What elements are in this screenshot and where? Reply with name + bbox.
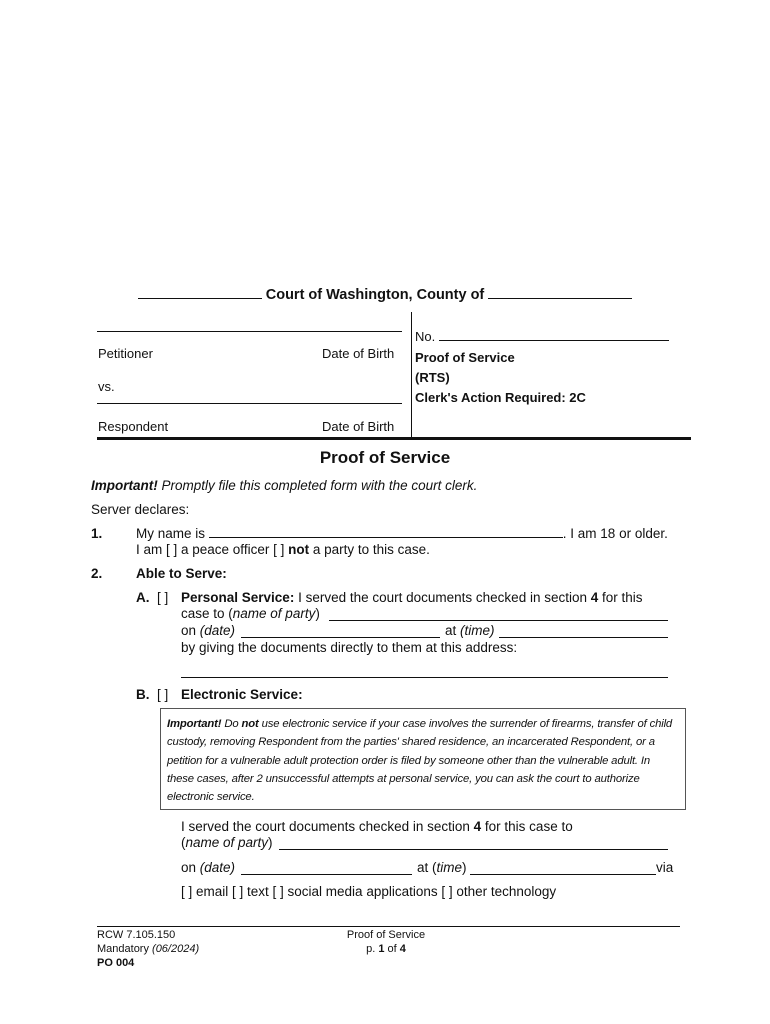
warning-not: not bbox=[241, 718, 259, 730]
service-address-field[interactable] bbox=[181, 664, 668, 678]
on-label: on bbox=[181, 623, 200, 638]
electronic-time-label: time bbox=[436, 860, 463, 875]
party-name-field[interactable] bbox=[329, 607, 668, 621]
option-a-date-label bbox=[181, 623, 235, 638]
electronic-service-label: Electronic Service: bbox=[181, 687, 303, 702]
section-2-number: 2. bbox=[91, 566, 103, 581]
footer-mandatory bbox=[97, 942, 199, 956]
court-heading bbox=[0, 287, 770, 303]
respondent-dob-label: Date of Birth bbox=[322, 419, 395, 434]
electronic-date-field[interactable] bbox=[241, 861, 412, 875]
electronic-name-of-party-label: name of party bbox=[185, 835, 269, 850]
section-1-line-1 bbox=[136, 526, 681, 541]
section-1-line-2 bbox=[136, 542, 430, 557]
respondent-label: Respondent bbox=[98, 419, 169, 434]
option-a-time-label bbox=[445, 623, 495, 638]
caption-doc-code: (RTS) bbox=[415, 370, 450, 385]
case-to-close: ) bbox=[315, 606, 320, 621]
warning-text-b: use electronic service if your case involves the surrender of firearms, transfer of child custody, removing Respondent from the parties' shared residence, an incarcerated Respondent, or a petition for a vulnerable adult protection order is filed by someone other than the vulnerable adult. In these cases, after 2 unsuccessful attempts at personal service, you can ask the court to authorize electronic service. bbox=[167, 718, 673, 804]
page-of: of bbox=[384, 943, 400, 955]
footer-form-number: PO 004 bbox=[97, 957, 135, 969]
name-label: My name is bbox=[136, 526, 206, 541]
case-no-blank[interactable] bbox=[439, 329, 669, 341]
page-total: 4 bbox=[399, 943, 406, 955]
vs-label: vs. bbox=[98, 379, 115, 394]
service-date-field[interactable] bbox=[241, 624, 440, 638]
petitioner-label: Petitioner bbox=[98, 346, 153, 361]
case-no-label: No. bbox=[415, 329, 436, 344]
footer-rcw: RCW 7.105.150 bbox=[97, 929, 176, 941]
footer-mandatory-date: (06/2024) bbox=[152, 943, 200, 955]
respondent-line[interactable] bbox=[97, 403, 402, 404]
personal-service-label: Personal Service: bbox=[181, 590, 295, 605]
electronic-date-label: (date) bbox=[199, 860, 236, 875]
page-title: Proof of Service bbox=[319, 448, 451, 467]
case-number bbox=[415, 329, 669, 344]
warning-important-label: Important! bbox=[167, 718, 222, 730]
option-a-address-label: by giving the documents directly to them at this address: bbox=[181, 640, 518, 655]
electronic-time-field[interactable] bbox=[470, 861, 656, 875]
petitioner-line[interactable] bbox=[97, 331, 402, 332]
personal-service-text-2: for this bbox=[598, 590, 643, 605]
electronic-served-text: I served the court documents checked in section bbox=[181, 819, 474, 834]
caption-bottom-rule bbox=[97, 437, 691, 440]
name-of-party-label: name of party bbox=[232, 606, 316, 621]
footer-title: Proof of Service bbox=[346, 929, 426, 941]
option-b-date-label bbox=[181, 860, 235, 875]
important-label: Important! bbox=[91, 478, 158, 493]
age-statement: . I am 18 or older. bbox=[562, 526, 668, 541]
time-label: (time) bbox=[460, 623, 495, 638]
service-time-field[interactable] bbox=[499, 624, 668, 638]
electronic-served-text-2: for this case to bbox=[481, 819, 573, 834]
not-emphasis: not bbox=[288, 542, 310, 557]
section-ref: 4 bbox=[590, 590, 599, 605]
paren-close: ) bbox=[268, 835, 273, 850]
server-declares: Server declares: bbox=[91, 502, 190, 517]
via-label: via bbox=[656, 860, 674, 875]
clerk-action: Clerk's Action Required: 2C bbox=[415, 390, 586, 405]
footer-mandatory-label: Mandatory bbox=[97, 943, 153, 955]
option-b-time-label bbox=[417, 860, 467, 875]
footer-left bbox=[97, 928, 199, 970]
option-b-line-1 bbox=[181, 819, 573, 834]
section-1-number: 1. bbox=[91, 526, 103, 541]
option-a-checkbox[interactable]: [ ] bbox=[157, 590, 169, 605]
option-b-line-2 bbox=[181, 835, 273, 850]
option-a-line-1 bbox=[181, 590, 643, 605]
option-b-checkbox[interactable]: [ ] bbox=[157, 687, 169, 702]
at-label: at bbox=[445, 623, 461, 638]
electronic-methods[interactable]: [ ] email [ ] text [ ] social media applications [ ] other technology bbox=[181, 884, 557, 899]
case-to-label: case to ( bbox=[181, 606, 233, 621]
important-notice bbox=[91, 478, 477, 493]
option-a-line-2 bbox=[181, 606, 320, 621]
peace-officer-checkbox-label[interactable]: I am [ ] a peace officer [ ] bbox=[136, 542, 285, 557]
footer-page-number bbox=[316, 942, 456, 956]
paren-open: ( bbox=[181, 835, 186, 850]
option-a-label: A. bbox=[136, 590, 150, 605]
date-label: (date) bbox=[199, 623, 236, 638]
electronic-party-name-field[interactable] bbox=[279, 836, 668, 850]
footer-rule bbox=[97, 926, 680, 927]
electronic-time-close: ) bbox=[462, 860, 467, 875]
personal-service-text: I served the court documents checked in section bbox=[294, 590, 591, 605]
server-name-field[interactable] bbox=[209, 526, 563, 538]
electronic-at-label: at ( bbox=[417, 860, 437, 875]
important-text: Promptly file this completed form with the court clerk. bbox=[157, 478, 478, 493]
electronic-service-warning bbox=[160, 708, 686, 810]
option-b-label: B. bbox=[136, 687, 150, 702]
petitioner-dob-label: Date of Birth bbox=[322, 346, 395, 361]
county-blank-left[interactable] bbox=[138, 287, 262, 299]
county-blank-right[interactable] bbox=[488, 287, 632, 299]
footer-center bbox=[316, 928, 456, 956]
section-2-title: Able to Serve: bbox=[136, 566, 227, 581]
caption-divider bbox=[411, 312, 412, 438]
page-prefix: p. bbox=[366, 943, 379, 955]
caption-doc-title: Proof of Service bbox=[415, 350, 515, 365]
court-title: Court of Washington, County of bbox=[265, 287, 485, 303]
electronic-on-label: on bbox=[181, 860, 200, 875]
warning-text-a: Do bbox=[221, 718, 242, 730]
party-statement[interactable]: a party to this case. bbox=[312, 542, 430, 557]
page-current: 1 bbox=[378, 943, 385, 955]
electronic-section-ref: 4 bbox=[473, 819, 482, 834]
